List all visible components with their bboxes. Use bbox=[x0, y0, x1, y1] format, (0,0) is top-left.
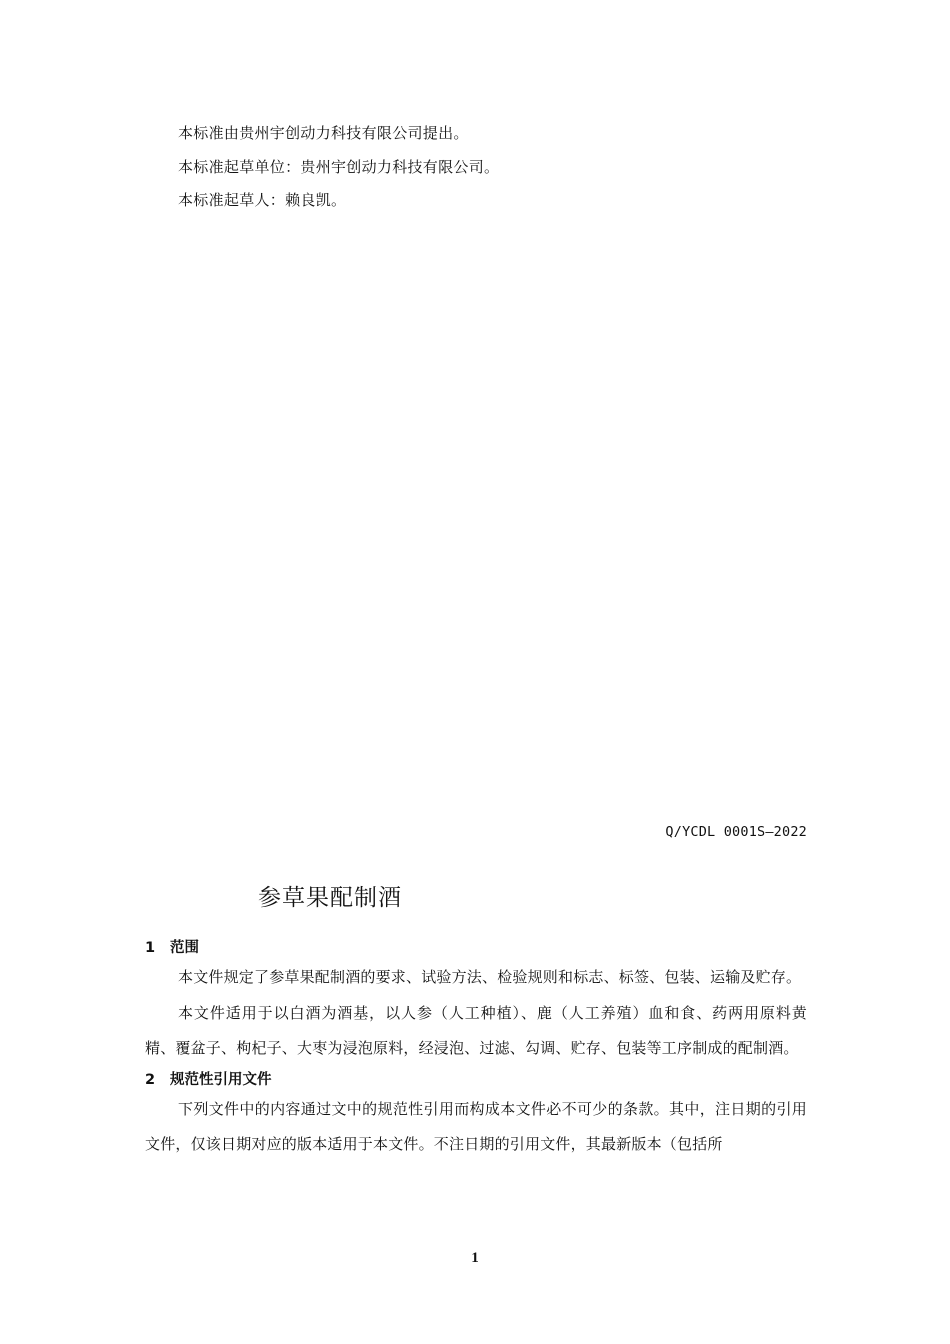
scope-paragraph-2: 本文件适用于以白酒为酒基，以人参（人工种植）、鹿（人工养殖）血和食、药两用原料黄精、覆盆子、枸杞子、大枣为浸泡原料，经浸泡、过滤、勾调、贮存、包装等工序制成的配制酒。 bbox=[145, 1003, 807, 1057]
document-body bbox=[145, 936, 807, 1163]
section-title: 规范性引用文件 bbox=[170, 1071, 272, 1088]
foreword-proposer-line: 本标准由贵州宇创动力科技有限公司提出。 bbox=[178, 124, 469, 142]
standard-code: Q/YCDL 0001S—2022 bbox=[665, 824, 807, 840]
section-number: 2 bbox=[145, 1071, 156, 1088]
foreword-drafting-unit-line: 本标准起草单位：贵州宇创动力科技有限公司。 bbox=[178, 157, 500, 176]
foreword-block bbox=[145, 124, 807, 225]
section-heading-normative-references bbox=[145, 1068, 807, 1092]
scope-paragraph-1: 本文件规定了参草果配制酒的要求、试验方法、检验规则和标志、标签、包装、运输及贮存。 bbox=[178, 968, 802, 986]
section-title: 范围 bbox=[170, 940, 199, 956]
section-number: 1 bbox=[145, 940, 156, 956]
document-title: 参草果配制酒 bbox=[258, 885, 402, 911]
page-number: 1 bbox=[471, 1250, 479, 1266]
section-heading-scope bbox=[145, 936, 807, 960]
normative-references-paragraph-1: 下列文件中的内容通过文中的规范性引用而构成本文件必不可少的条款。其中，注日期的引用文件，仅该日期对应的版本适用于本文件。不注日期的引用文件，其最新版本（包括所 bbox=[145, 1099, 807, 1153]
foreword-drafter-line: 本标准起草人：赖良凯。 bbox=[178, 191, 347, 209]
